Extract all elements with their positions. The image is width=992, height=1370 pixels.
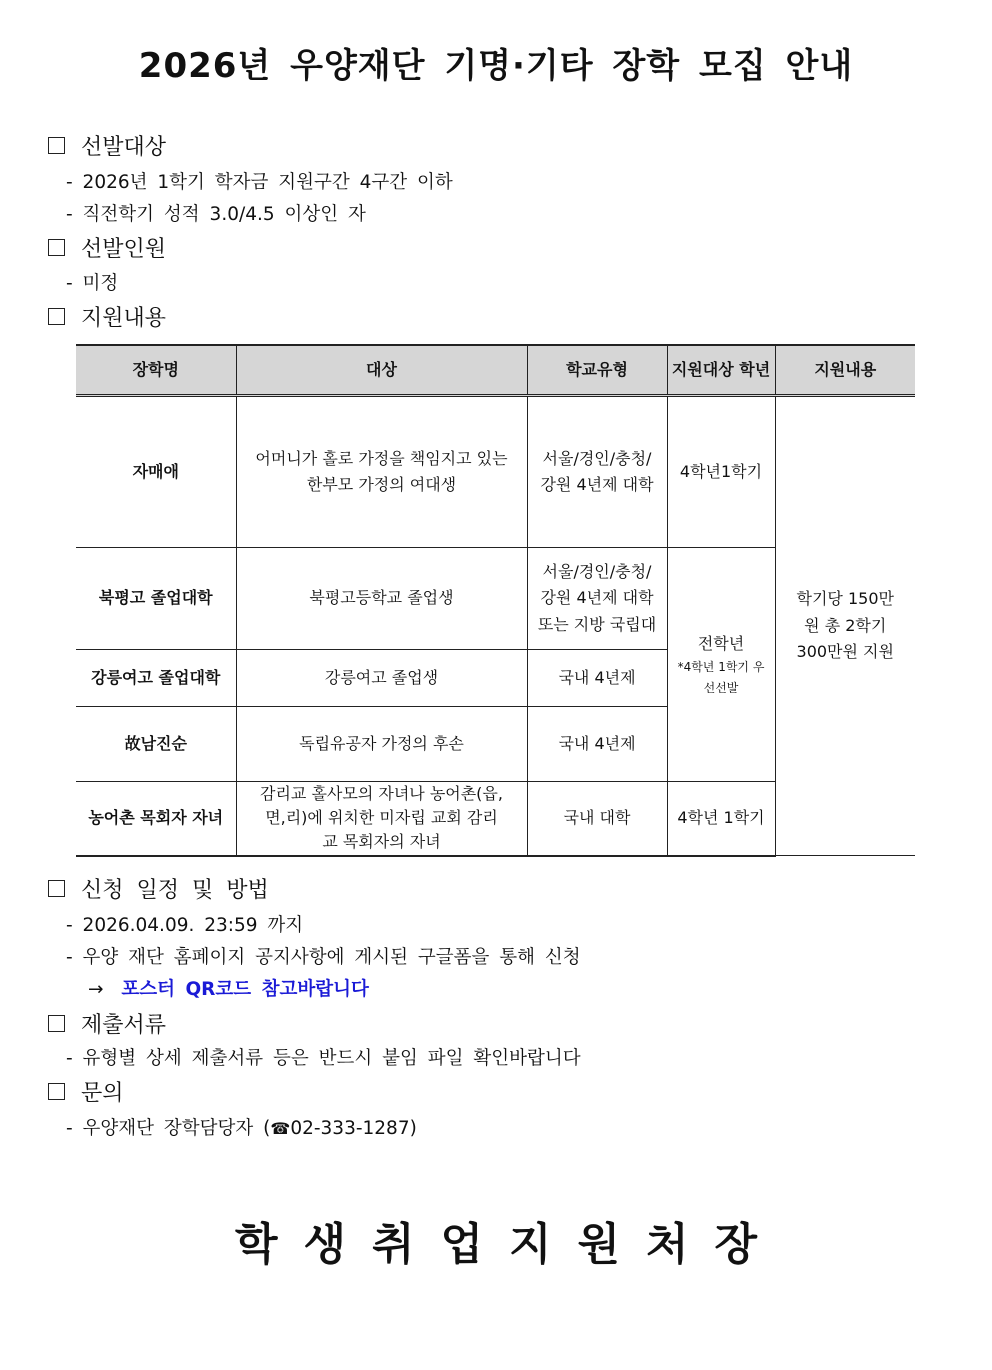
contact-line <box>66 1114 417 1140</box>
header-cell: 대상 <box>236 345 527 396</box>
section-heading: 신청 일정 및 방법 <box>81 878 269 903</box>
grade-cell <box>667 548 775 782</box>
list-item: - 직전학기 성적 3.0/4.5 이상인 자 <box>66 204 366 225</box>
table-row <box>76 396 915 548</box>
list-item: - 미정 <box>66 273 119 294</box>
grade-note: *4학년 1학기 우선선발 <box>677 660 765 695</box>
school-cell: 국내 대학 <box>527 782 667 856</box>
header-cell: 학교유형 <box>527 345 667 396</box>
support-cell: 학기당 150만원 총 2학기 300만원 지원 <box>775 396 915 856</box>
school-cell: 국내 4년제 <box>527 650 667 707</box>
list-item: - 2026년 1학기 학자금 지원구간 4구간 이하 <box>66 172 453 193</box>
telephone-icon: ☎ <box>270 1119 291 1138</box>
target-cell: 강릉여고 졸업생 <box>236 650 527 707</box>
section-heading: 선발인원 <box>81 237 167 262</box>
section-target <box>48 130 166 161</box>
contact-prefix: - 우양재단 장학담당자 ( <box>66 1118 271 1139</box>
page-title: 2026년 우양재단 기명·기타 장학 모집 안내 <box>138 46 854 86</box>
target-cell: 어머니가 홀로 가정을 책임지고 있는 한부모 가정의 여대생 <box>236 396 527 548</box>
list-item: - 2026.04.09. 23:59 까지 <box>66 915 304 936</box>
note-line <box>88 975 369 1001</box>
table-header-row <box>76 345 915 396</box>
grade-cell: 4학년 1학기 <box>667 782 775 856</box>
target-cell: 감리교 홀사모의 자녀나 농어촌(읍,면,리)에 위치한 미자립 교회 감리교 목회자의 자녀 <box>236 782 527 856</box>
grade-cell: 4학년1학기 <box>667 396 775 548</box>
list-item: - 우양 재단 홈페이지 공지사항에 게시된 구글폼을 통해 신청 <box>66 947 581 968</box>
section-heading: 제출서류 <box>81 1013 167 1038</box>
section-contact <box>48 1076 124 1107</box>
scholarship-name: 북평고 졸업대학 <box>76 548 236 650</box>
checkbox-icon <box>48 880 65 897</box>
arrow-icon: → <box>88 979 104 1000</box>
section-apply <box>48 873 269 904</box>
scholarship-name: 강릉여고 졸업대학 <box>76 650 236 707</box>
header-cell: 지원대상 학년 <box>667 345 775 396</box>
school-cell: 국내 4년제 <box>527 707 667 782</box>
scholarship-table <box>76 344 915 857</box>
header-cell: 지원내용 <box>775 345 915 396</box>
section-docs <box>48 1008 166 1039</box>
target-cell: 북평고등학교 졸업생 <box>236 548 527 650</box>
phone-number: 02-333-1287) <box>290 1118 417 1139</box>
qr-note: 포스터 QR코드 참고바랍니다 <box>121 979 369 1000</box>
checkbox-icon <box>48 308 65 325</box>
school-cell: 서울/경인/충청/ 강원 4년제 대학 또는 지방 국립대 <box>527 548 667 650</box>
checkbox-icon <box>48 1083 65 1100</box>
scholarship-name: 故남진순 <box>76 707 236 782</box>
scholarship-name: 자매애 <box>76 396 236 548</box>
checkbox-icon <box>48 239 65 256</box>
grade-text: 전학년 <box>697 633 745 653</box>
section-heading: 문의 <box>81 1081 124 1106</box>
issuer-signature: 학생취업지원처장 <box>234 1219 784 1270</box>
list-item: - 유형별 상세 제출서류 등은 반드시 붙임 파일 확인바랍니다 <box>66 1048 581 1069</box>
section-count <box>48 232 166 263</box>
header-cell: 장학명 <box>76 345 236 396</box>
school-cell: 서울/경인/충청/ 강원 4년제 대학 <box>527 396 667 548</box>
checkbox-icon <box>48 1015 65 1032</box>
section-support <box>48 301 166 332</box>
scholarship-name: 농어촌 목회자 자녀 <box>76 782 236 856</box>
target-cell: 독립유공자 가정의 후손 <box>236 707 527 782</box>
checkbox-icon <box>48 137 65 154</box>
section-heading: 지원내용 <box>81 306 167 331</box>
section-heading: 선발대상 <box>81 135 167 160</box>
